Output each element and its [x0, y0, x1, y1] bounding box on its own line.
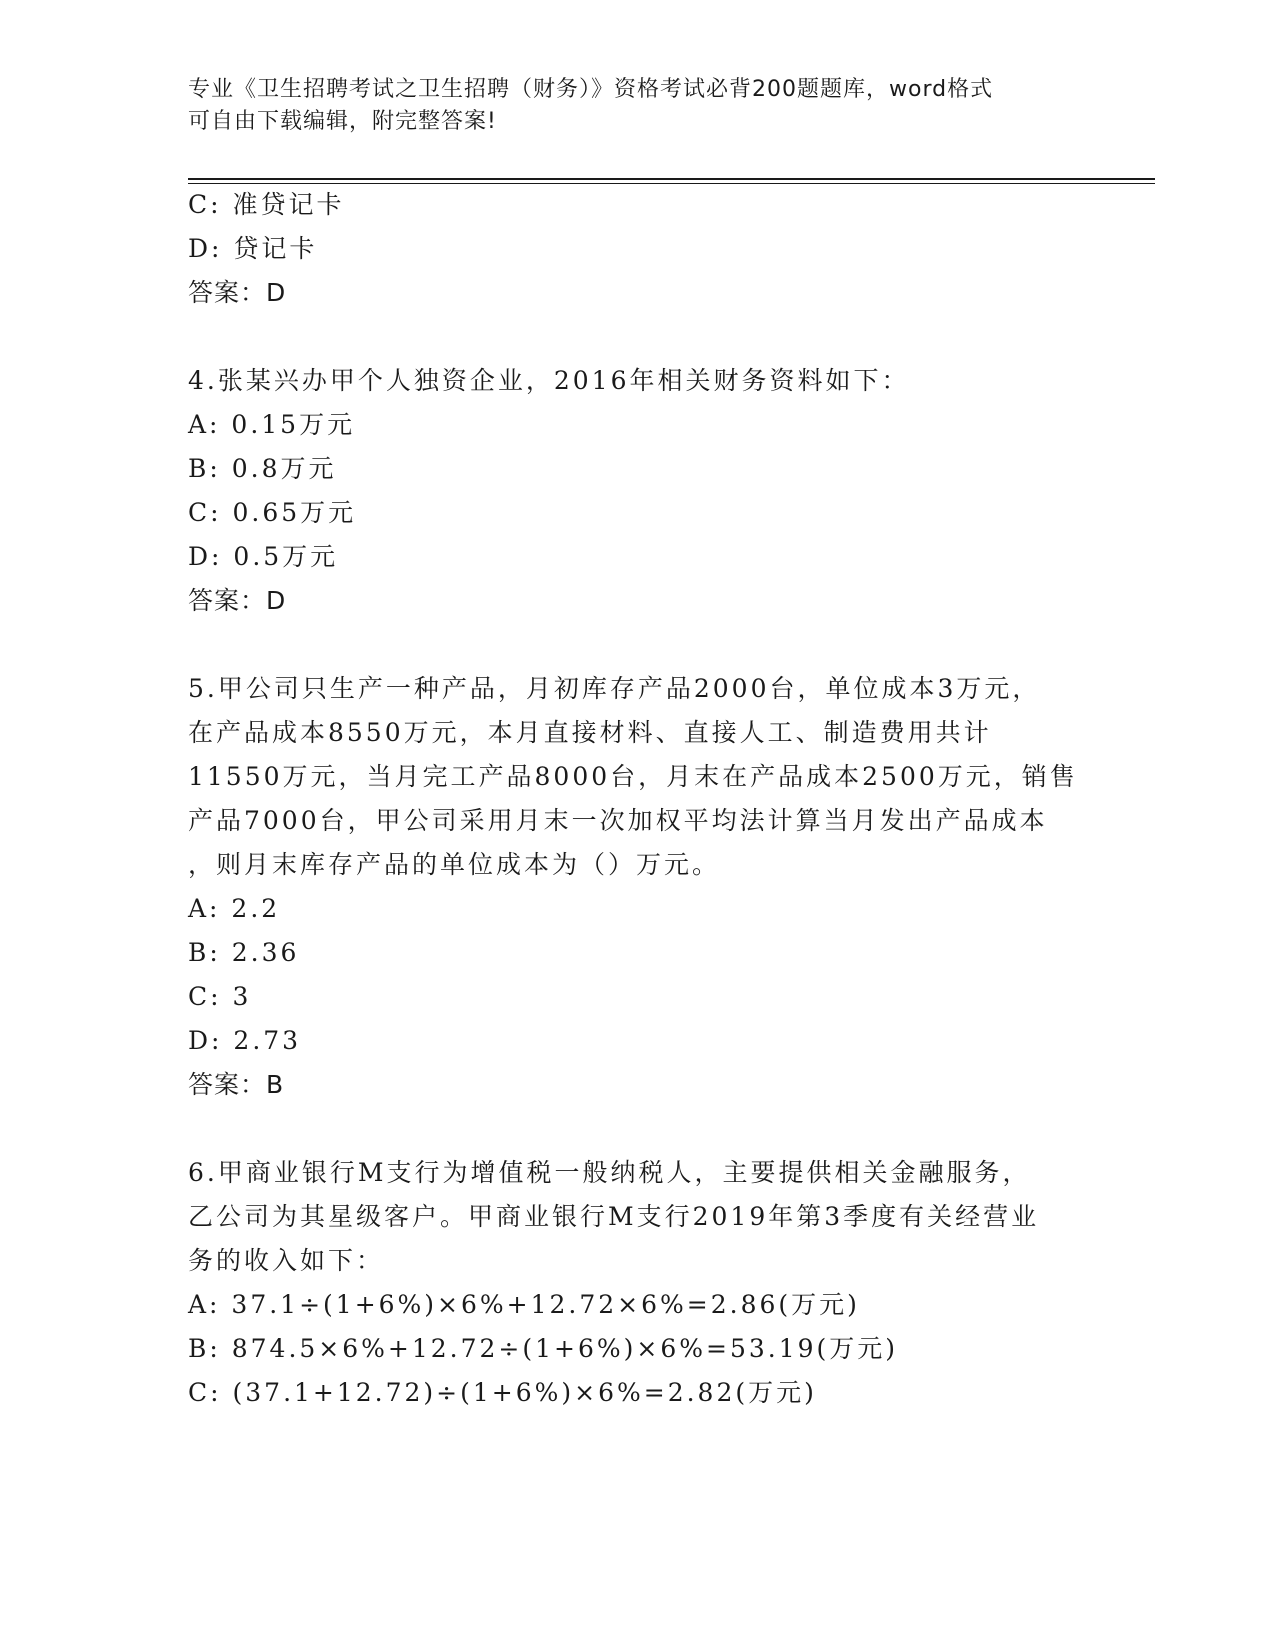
q6-option-c: C: (37.1+12.72)÷(1+6%)×6%=2.82(万元) [188, 1378, 817, 1407]
q5-option-c: C: 3 [188, 982, 252, 1011]
q5-stem-line: ，则月末库存产品的单位成本为（）万元。 [188, 850, 721, 879]
q4-option-a: A: 0.15万元 [188, 410, 356, 439]
q5-stem-line: 11550万元，当月完工产品8000台，月末在产品成本2500万元，销售 [188, 762, 1078, 791]
q5-option-b: B: 2.36 [188, 938, 300, 967]
header-divider-thick [188, 178, 1155, 180]
q6-option-b: B: 874.5×6%+12.72÷(1+6%)×6%=53.19(万元) [188, 1334, 899, 1363]
q4-option-b: B: 0.8万元 [188, 454, 337, 483]
q5-stem-line: 5.甲公司只生产一种产品，月初库存产品2000台，单位成本3万元， [188, 674, 1041, 703]
header-title-line-1: 专业《卫生招聘考试之卫生招聘（财务）》资格考试必背200题题库，word格式 [188, 77, 994, 102]
q3-answer: 答案：D [188, 278, 287, 307]
q6-stem-line: 乙公司为其星级客户。甲商业银行M支行2019年第3季度有关经营业 [188, 1202, 1040, 1231]
q5-stem-line: 在产品成本8550万元，本月直接材料、直接人工、制造费用共计 [188, 718, 992, 747]
q5-answer: 答案：B [188, 1070, 285, 1099]
q4-answer: 答案：D [188, 586, 287, 615]
q6-stem-line: 6.甲商业银行M支行为增值税一般纳税人，主要提供相关金融服务， [188, 1158, 1031, 1187]
q3-option-d: D: 贷记卡 [188, 234, 318, 263]
q6-option-a: A: 37.1÷(1+6%)×6%+12.72×6%=2.86(万元) [188, 1290, 860, 1319]
q5-option-d: D: 2.73 [188, 1026, 302, 1055]
header-divider-thin [188, 183, 1155, 184]
q5-option-a: A: 2.2 [188, 894, 281, 923]
document-header [188, 74, 1068, 138]
q5-stem-line: 产品7000台，甲公司采用月末一次加权平均法计算当月发出产品成本 [188, 806, 1048, 835]
q4-option-c: C: 0.65万元 [188, 498, 357, 527]
q4-option-d: D: 0.5万元 [188, 542, 339, 571]
q4-stem: 4.张某兴办甲个人独资企业，2016年相关财务资料如下： [188, 366, 910, 395]
q3-option-c: C: 准贷记卡 [188, 190, 345, 219]
q6-stem-line: 务的收入如下： [188, 1246, 385, 1275]
header-title-line-2: 可自由下载编辑，附完整答案! [188, 109, 497, 134]
